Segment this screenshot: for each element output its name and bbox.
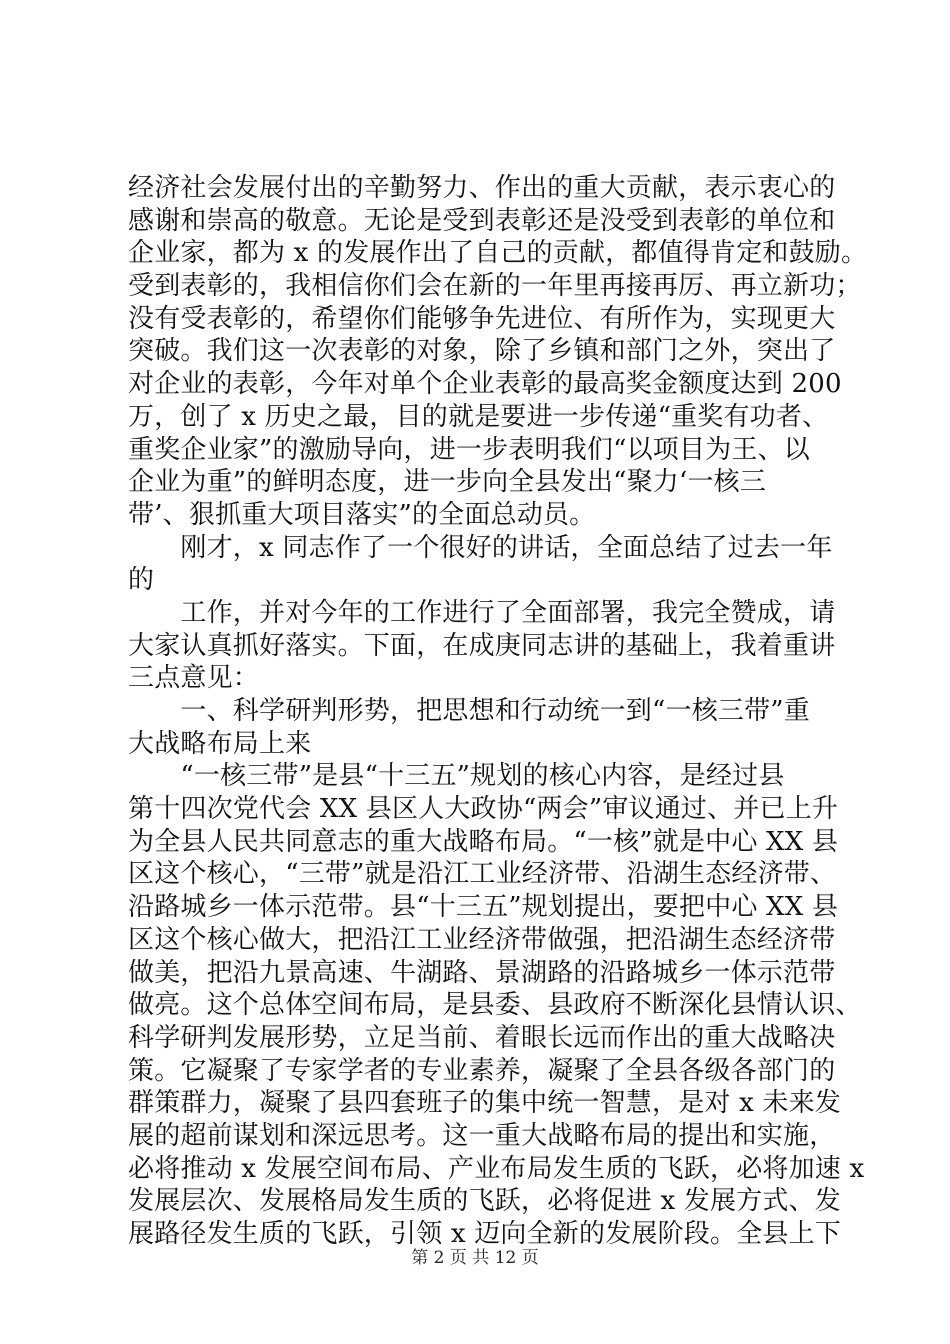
- text-line: 刚才，x 同志作了一个很好的讲话，全面总结了过去一年: [128, 532, 833, 563]
- text-line: 企业家，都为 x 的发展作出了自己的贡献，都值得肯定和鼓励。: [128, 238, 868, 269]
- text-line: 突破。我们这一次表彰的对象，除了乡镇和部门之外，突出了: [128, 336, 836, 367]
- text-line: 重奖企业家”的激励导向，进一步表明我们“以项目为王、以: [128, 434, 810, 465]
- body-text: [128, 172, 868, 1251]
- text-line: 万，创了 x 历史之最，目的就是要进一步传递“重奖有功者、: [128, 401, 829, 432]
- text-line: 企业为重”的鲜明态度，进一步向全县发出“聚力‘一核三: [128, 467, 767, 498]
- text-line: 没有受表彰的，希望你们能够争先进位、有所作为，实现更大: [128, 303, 836, 334]
- text-line: 的: [128, 565, 155, 596]
- text-line: 必将推动 x 发展空间布局、产业布局发生质的飞跃，必将加速 x: [128, 1153, 865, 1184]
- text-line: 三点意见：: [128, 663, 260, 694]
- text-line: “一核三带”是县“十三五”规划的核心内容，是经过县: [128, 761, 785, 792]
- text-line: 展的超前谋划和深远思考。这一重大战略布局的提出和实施，: [128, 1120, 836, 1151]
- text-line: 工作，并对今年的工作进行了全面部署，我完全赞成，请: [128, 597, 836, 628]
- text-line: 第十四次党代会 XX 县区人大政协“两会”审议通过、并已上升: [128, 794, 839, 825]
- text-line: 为全县人民共同意志的重大战略布局。“一核”就是中心 XX 县: [128, 826, 839, 857]
- text-line: 带’、狠抓重大项目落实”的全面总动员。: [128, 499, 596, 530]
- text-line: 做亮。这个总体空间布局，是县委、县政府不断深化县情认识、: [128, 990, 862, 1021]
- section-heading-line: 大战略布局上来: [128, 728, 312, 759]
- text-line: 展路径发生质的飞跃，引领 x 迈向全新的发展阶段。全县上下: [128, 1219, 841, 1249]
- text-line: 区这个核心，“三带”就是沿江工业经济带、沿湖生态经济带、: [128, 859, 837, 890]
- text-line: 策。它凝聚了专家学者的专业素养，凝聚了全县各级各部门的: [128, 1055, 836, 1086]
- section-heading-line: 一、科学研判形势，把思想和行动统一到“一核三带”重: [128, 696, 810, 726]
- text-line: 发展层次、发展格局发生质的飞跃，必将促进 x 发展方式、发: [128, 1186, 841, 1217]
- text-line: 沿路城乡一体示范带。县“十三五”规划提出，要把中心 XX 县: [128, 892, 839, 923]
- text-line: 区这个核心做大，把沿江工业经济带做强，把沿湖生态经济带: [128, 924, 836, 955]
- text-line: 受到表彰的，我相信你们会在新的一年里再接再厉、再立新功；: [128, 271, 862, 302]
- text-line: 科学研判发展形势，立足当前、着眼长远而作出的重大战略决: [128, 1022, 836, 1053]
- text-line: 经济社会发展付出的辛勤努力、作出的重大贡献，表示衷心的: [128, 173, 836, 203]
- text-line: 大家认真抓好落实。下面，在成庚同志讲的基础上，我着重讲: [128, 630, 836, 661]
- text-line: 对企业的表彰，今年对单个企业表彰的最高奖金额度达到 200: [128, 369, 842, 400]
- page-number-footer: 第 2 页 共 12 页: [411, 1248, 539, 1268]
- text-line: 感谢和崇高的敬意。无论是受到表彰还是没受到表彰的单位和: [128, 205, 836, 236]
- text-line: 群策群力，凝聚了县四套班子的集中统一智慧，是对 x 未来发: [128, 1088, 841, 1119]
- text-line: 做美，把沿九景高速、牛湖路、景湖路的沿路城乡一体示范带: [128, 957, 836, 988]
